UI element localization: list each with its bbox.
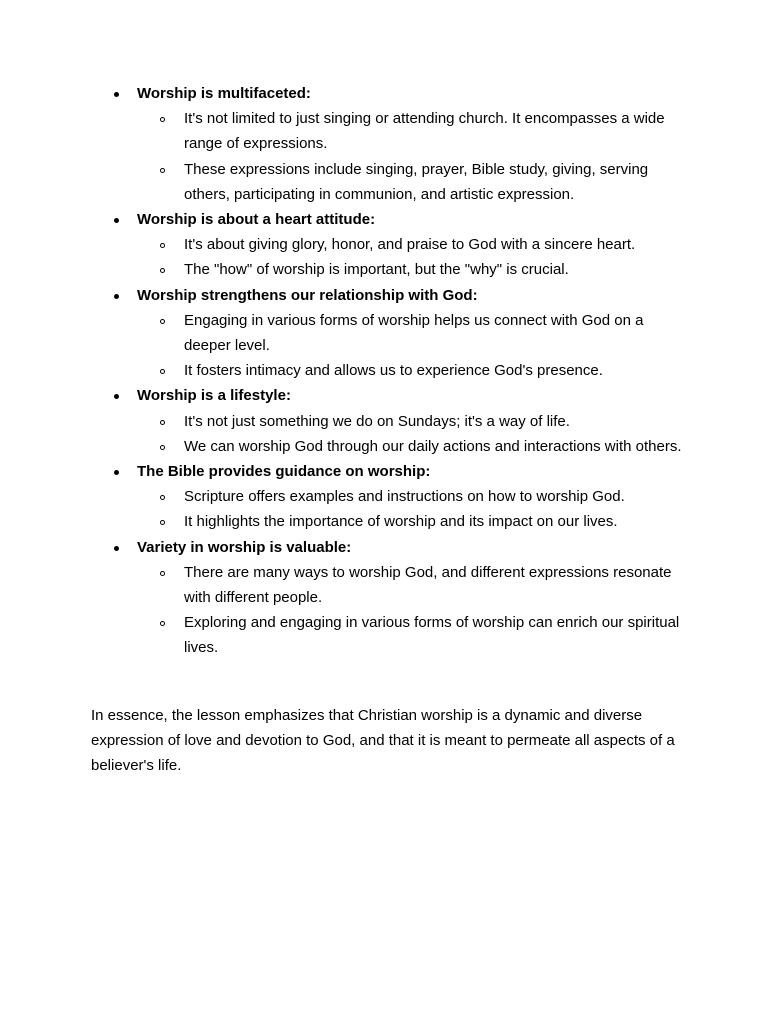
sub-point-text: The "how" of worship is important, but the "why" is crucial.	[184, 261, 569, 279]
sub-point	[137, 434, 694, 459]
summary-paragraph: In essence, the lesson emphasizes that Christian worship is a dynamic and diverse expression of love and devotion to God, and that it is meant to permeate all aspects of a believer's life.	[91, 707, 675, 775]
sub-point	[137, 409, 694, 434]
sub-point-text: It fosters intimacy and allows us to experience God's presence.	[184, 362, 603, 380]
sub-point-list	[137, 308, 768, 384]
sub-point-text: It's not just something we do on Sundays; it's a way of life.	[184, 412, 570, 430]
outline-section	[0, 383, 768, 459]
sub-point-text: We can worship God through our daily actions and interactions with others.	[184, 437, 682, 455]
section-heading: Variety in worship is valuable:	[137, 538, 352, 556]
sub-point-text: It's not limited to just singing or attending church. It encompasses a wide range of expressions.	[184, 110, 665, 153]
bullet-circle-icon	[160, 268, 165, 273]
bullet-circle-icon	[160, 621, 165, 626]
outline-section	[0, 535, 768, 661]
bullet-circle-icon	[160, 243, 165, 248]
section-heading: Worship is multifaceted:	[137, 85, 311, 102]
bullet-circle-icon	[160, 495, 165, 500]
sub-point	[137, 610, 694, 660]
sub-point	[137, 232, 694, 257]
bullet-circle-icon	[160, 117, 165, 122]
sub-point-list	[137, 232, 768, 282]
sub-point	[137, 358, 694, 383]
bullet-circle-icon	[160, 369, 165, 374]
bullet-circle-icon	[160, 520, 165, 525]
sub-point-list	[137, 560, 768, 661]
bullet-circle-icon	[160, 420, 165, 425]
sub-point	[137, 560, 694, 610]
sub-point-text: Scripture offers examples and instructions on how to worship God.	[184, 488, 625, 506]
bullet-dot-icon	[114, 92, 119, 97]
sub-point-text: It's about giving glory, honor, and praise to God with a sincere heart.	[184, 236, 636, 254]
sub-point	[137, 509, 694, 534]
sub-point-list	[137, 106, 768, 207]
section-heading: Worship is about a heart attitude:	[137, 211, 376, 229]
sub-point	[137, 484, 694, 509]
section-heading: Worship is a lifestyle:	[137, 387, 291, 405]
sub-point	[137, 308, 694, 358]
sub-point-text: Engaging in various forms of worship helps us connect with God on a deeper level.	[184, 311, 644, 355]
bullet-circle-icon	[160, 571, 165, 576]
outline-section	[0, 81, 768, 207]
bullet-dot-icon	[114, 470, 119, 475]
outline-section	[0, 283, 768, 384]
bullet-outline	[0, 81, 768, 661]
sub-point	[137, 157, 694, 207]
bullet-circle-icon	[160, 319, 165, 324]
section-heading: Worship strengthens our relationship with God:	[137, 286, 478, 304]
bullet-dot-icon	[114, 218, 119, 223]
sub-point-text: These expressions include singing, prayer, Bible study, giving, serving others, participating in communion, and artistic expression.	[184, 160, 649, 203]
sub-point	[137, 257, 694, 282]
bullet-dot-icon	[114, 546, 119, 551]
sub-point-list	[137, 409, 768, 459]
bullet-circle-icon	[160, 445, 165, 450]
sub-point-text: Exploring and engaging in various forms of worship can enrich our spiritual lives.	[184, 614, 680, 657]
outline-section	[0, 207, 768, 283]
sub-point-text: It highlights the importance of worship and its impact on our lives.	[184, 513, 618, 531]
bullet-dot-icon	[114, 294, 119, 299]
sub-point-list	[137, 484, 768, 534]
bullet-dot-icon	[114, 394, 119, 399]
sub-point-text: There are many ways to worship God, and different expressions resonate with different people.	[184, 563, 672, 607]
section-heading: The Bible provides guidance on worship:	[137, 463, 431, 481]
outline-section	[0, 459, 768, 535]
sub-point	[137, 106, 694, 156]
bullet-circle-icon	[160, 168, 165, 173]
